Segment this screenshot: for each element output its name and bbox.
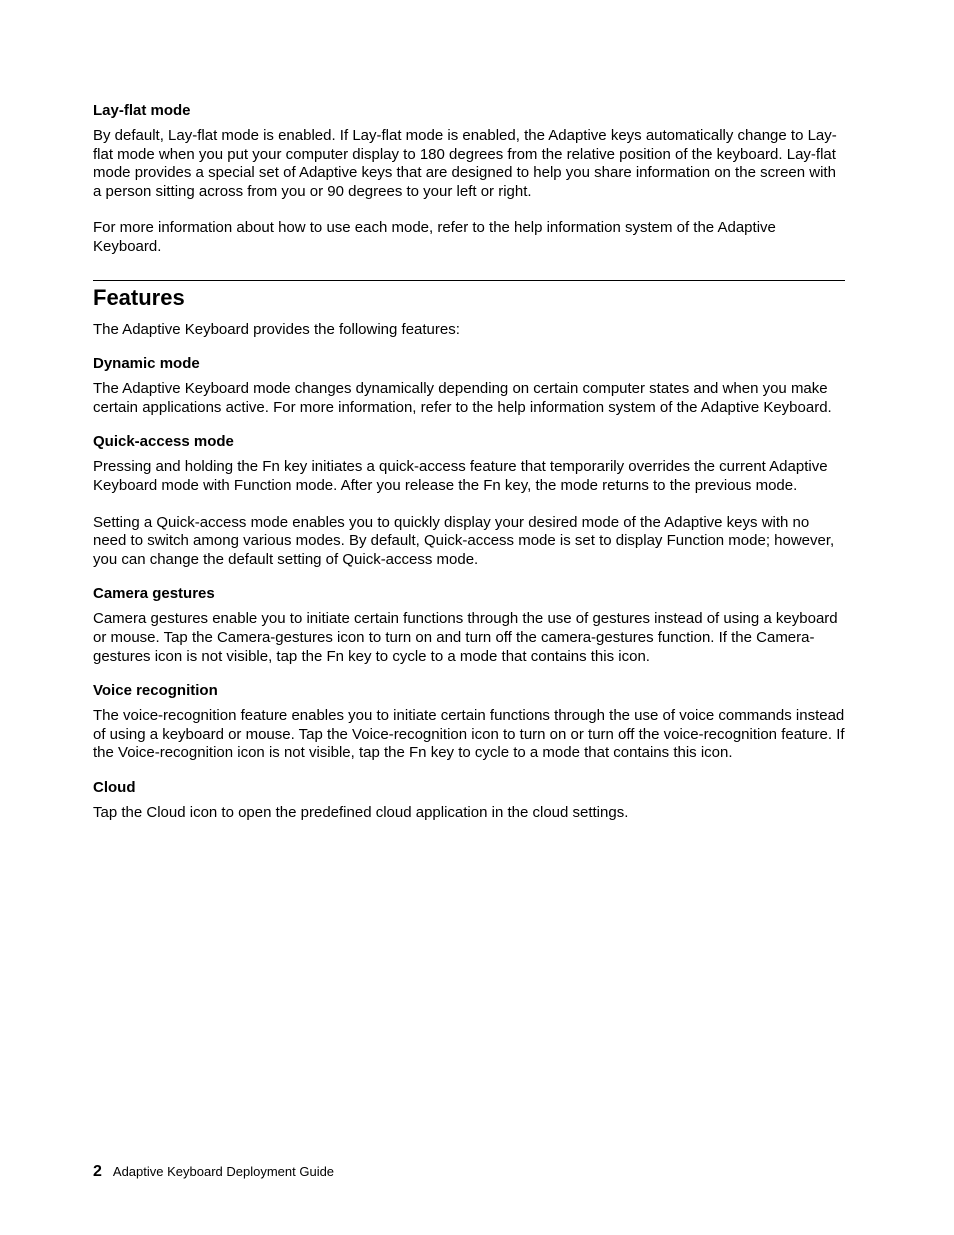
features-title: Features (93, 284, 185, 310)
feature-paragraph: Pressing and holding the Fn key initiates a quick-access feature that temporarily overrides the current Adaptive Keyboard mode with Function mode. After you release the Fn key, the mode returns to the previous mode. (93, 458, 828, 494)
feature-heading: Dynamic mode (93, 355, 200, 373)
feature-camera-gestures (93, 584, 845, 666)
feature-paragraph: The Adaptive Keyboard mode changes dynamically depending on certain computer states and when you make certain applications active. For more information, refer to the help information system of the Adaptive Keyboard. (93, 380, 832, 416)
feature-cloud (93, 778, 845, 823)
feature-heading: Quick-access mode (93, 433, 234, 451)
features-section (93, 285, 845, 823)
feature-paragraph: Camera gestures enable you to initiate certain functions through the use of gestures instead of using a keyboard or mouse. Tap the Camera-gestures icon to turn on and turn off the camera-gestures function. If the Camera-gestures icon is not visible, tap the Fn key to cycle to a mode that contains this icon. (93, 610, 838, 665)
feature-heading: Camera gestures (93, 585, 215, 603)
feature-quick-access-mode (93, 432, 845, 569)
feature-paragraph: The voice-recognition feature enables you to initiate certain functions through the use of voice commands instead of using a keyboard or mouse. Tap the Voice-recognition icon to turn on or turn off the voice-recognition feature. If the Voice-recognition icon is not visible, tap the Fn key to cycle to a mode that contains this icon. (93, 707, 845, 762)
page-content (93, 101, 845, 837)
feature-paragraph: Tap the Cloud icon to open the predefined cloud application in the cloud settings. (93, 803, 629, 821)
page-footer (93, 1163, 334, 1181)
feature-paragraph: Setting a Quick-access mode enables you to quickly display your desired mode of the Adaptive keys with no need to switch among various modes. By default, Quick-access mode is set to display Function mode; however, you can change the default setting of Quick-access mode. (93, 513, 835, 568)
feature-voice-recognition (93, 681, 845, 763)
layflat-heading: Lay-flat mode (93, 102, 191, 119)
page-number: 2 (93, 1163, 102, 1180)
section-divider (93, 280, 845, 281)
layflat-paragraph-1: By default, Lay-flat mode is enabled. If Lay-flat mode is enabled, the Adaptive keys automatically change to Lay-flat mode when you put your computer display to 180 degrees from the relative position of the keyboard. Lay-flat mode provides a special set of Adaptive keys that are designed to help you share information on the screen with a person sitting across from you or 90 degrees to your left or right. (93, 127, 837, 200)
feature-heading: Voice recognition (93, 682, 218, 700)
layflat-paragraph-2: For more information about how to use each mode, refer to the help information system of the Adaptive Keyboard. (93, 219, 776, 255)
footer-document-title: Adaptive Keyboard Deployment Guide (112, 1164, 335, 1179)
feature-dynamic-mode (93, 354, 845, 417)
features-intro: The Adaptive Keyboard provides the following features: (93, 320, 460, 338)
feature-heading: Cloud (93, 778, 136, 796)
layflat-section (93, 101, 845, 257)
